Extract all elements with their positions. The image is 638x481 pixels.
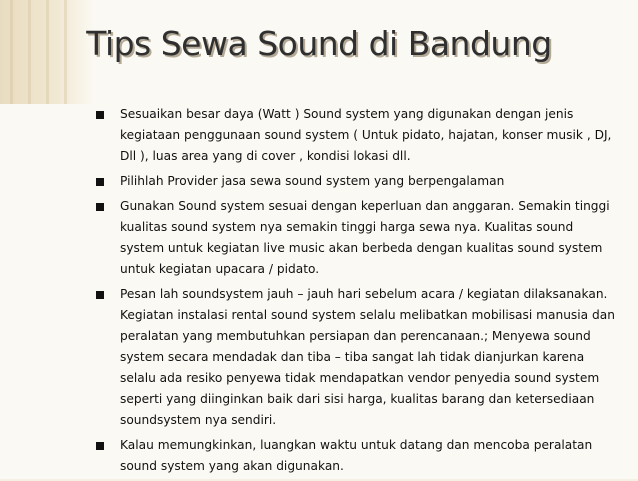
bullet-item: [96, 196, 616, 280]
square-bullet-icon: [96, 203, 104, 211]
bullet-item: [96, 104, 616, 167]
square-bullet-icon: [96, 111, 104, 119]
bullet-list: [96, 104, 616, 481]
square-bullet-icon: [96, 442, 104, 450]
bullet-text: Pesan lah soundsystem jauh – jauh hari sebelum acara / kegiatan dilaksanakan. Kegiatan instalasi rental sound system selalu melibatkan mobilisasi manusia dan peralatan yang membutuhkan persiapan dan perencanaan.; Menyewa sound system secara mendadak dan tiba – tiba sangat lah tidak dianjurkan karena selalu ada resiko penyewa tidak mendapatkan vendor penyedia sound system seperti yang diinginkan baik dari sisi harga, kualitas barang dan ketersediaan soundsystem nya sendiri.: [120, 287, 615, 427]
slide-title: Tips Sewa Sound di Bandung: [86, 24, 552, 63]
bullet-text: Gunakan Sound system sesuai dengan keperluan dan anggaran. Semakin tinggi kualitas sound system nya semakin tinggi harga sewa nya. Kualitas sound system untuk kegiatan live music akan berbeda dengan kualitas sound system untuk kegiatan upacara / pidato.: [120, 199, 610, 276]
bullet-text: Sesuaikan besar daya (Watt ) Sound system yang digunakan dengan jenis kegiataan penggunaan sound system ( Untuk pidato, hajatan, konser musik , DJ, Dll ), luas area yang di cover , kondisi lokasi dll.: [120, 107, 612, 163]
bullet-item: [96, 171, 616, 192]
bullet-item: [96, 435, 616, 477]
bullet-text: Kalau memungkinkan, luangkan waktu untuk datang dan mencoba peralatan sound system yang akan digunakan.: [120, 438, 593, 473]
bullet-item: [96, 284, 616, 431]
square-bullet-icon: [96, 178, 104, 186]
bullet-text: Pilihlah Provider jasa sewa sound system yang berpengalaman: [120, 174, 505, 188]
square-bullet-icon: [96, 291, 104, 299]
